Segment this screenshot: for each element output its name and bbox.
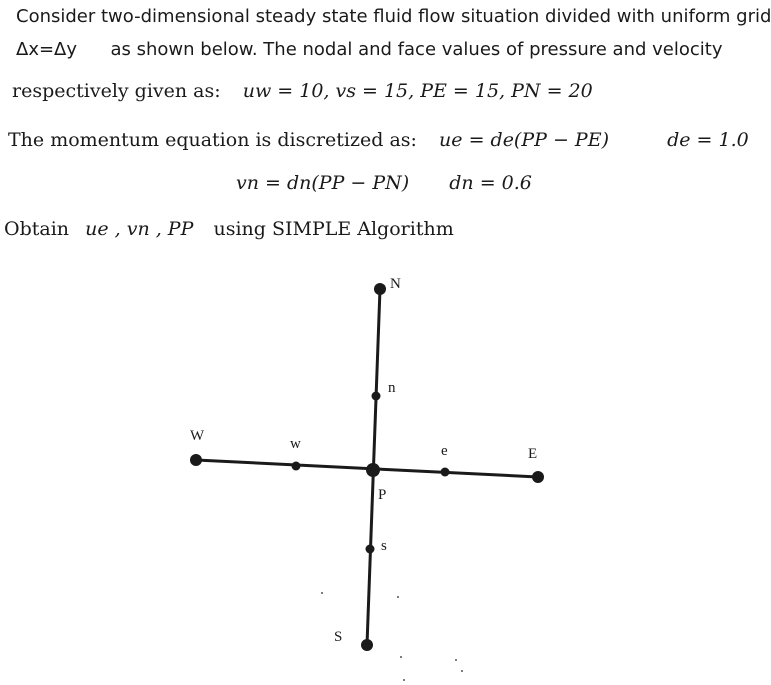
label-N: N [390, 276, 401, 292]
problem-line-2: Δx=Δy as shown below. The nodal and face values of pressure and velocity [16, 39, 723, 60]
problem-line-4: The momentum equation is discretized as: ue = de(PP − PE) de = 1.0 [8, 129, 749, 151]
label-E: E [528, 446, 538, 462]
label-w: w [290, 436, 301, 452]
node-S [361, 639, 373, 651]
unknowns: ue , vn , PP [85, 218, 194, 240]
face-s [366, 545, 375, 554]
face-w [292, 462, 301, 471]
label-s: s [381, 538, 387, 554]
coefficient-de: de = 1.0 [667, 129, 749, 151]
problem-line-3: respectively given as: uw = 10, vs = 15, PE = 15, PN = 20 [12, 80, 593, 102]
equation-ue: ue = de(PP − PE) [439, 129, 609, 151]
given-values: uw = 10, vs = 15, PE = 15, PN = 20 [242, 80, 593, 102]
label-e: e [441, 443, 448, 459]
grid-spacing: Δx=Δy [16, 39, 78, 60]
equation-vn: vn = dn(PP − PN) [236, 172, 410, 194]
node-N [374, 283, 386, 295]
label-P: P [378, 487, 387, 503]
node-W [190, 454, 202, 466]
label-S: S [334, 629, 343, 645]
task-line: Obtain ue , vn , PP using SIMPLE Algorithm [4, 218, 454, 240]
node-E [532, 471, 544, 483]
face-n [372, 392, 381, 401]
problem-line-1: Consider two-dimensional steady state fluid flow situation divided with uniform grid [16, 6, 771, 27]
label-W: W [190, 428, 205, 444]
coefficient-dn: dn = 0.6 [449, 172, 532, 194]
label-n: n [388, 380, 396, 396]
node-P [366, 463, 380, 477]
face-e [441, 468, 450, 477]
